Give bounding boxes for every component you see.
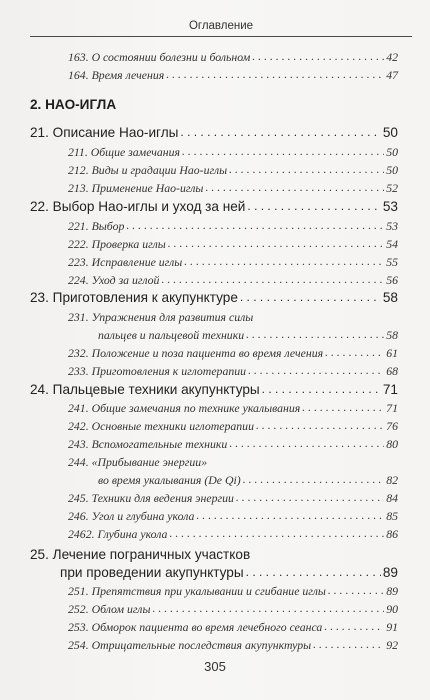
toc-entry-title: 232. Положение и поза пациента во время лечения [68,346,324,360]
toc-entry-title: 254. Отрицательные последствия акупунктуры [68,638,312,652]
page-number: 305 [204,659,226,674]
toc-entry-page: 85 [386,509,398,523]
toc-entry-title-line1: 231. Упражнения для развития силы [68,310,254,324]
toc-entry-page: 56 [386,273,398,287]
toc-entry-page: 68 [386,364,398,378]
toc-entry [68,145,398,160]
toc-entry-title: 233. Приготовления к иглотерапии [68,364,247,378]
toc-entry-title: 2462. Глубина укола [68,527,168,541]
toc-entry [68,346,398,361]
toc-section [30,382,398,397]
dot-leader [243,472,384,484]
toc-entry-page: 58 [386,328,398,342]
toc-entry [68,273,398,288]
toc-entry-page: 82 [386,473,398,487]
toc-entry [98,473,398,488]
toc-entry-title-line1: 244. «Прибывание энергии» [68,455,208,469]
dot-leader [324,619,384,631]
toc-section-page: 50 [382,125,398,140]
toc-entry [68,255,398,270]
dot-leader [161,272,384,284]
dot-leader [184,254,384,266]
toc-entry-title-line2: пальцев и пальцевой техники [98,328,245,342]
dot-leader [166,67,384,79]
toc-entry-title: 222. Проверка иглы [68,237,166,251]
toc-entry-title: 212. Виды и градации Нао-иглы [68,163,228,177]
toc-section-page: 58 [382,290,398,305]
toc-entry-title: 251. Препятствия при укалывании и сгибание иглы [68,584,326,598]
dot-leader [252,49,384,61]
dot-leader [246,565,381,577]
toc-entry-title: 213. Применение Нао-иглы [68,181,204,195]
dot-leader [247,199,380,211]
chapter-heading: 2. НАО-ИГЛА [30,97,117,112]
toc-entry-page: 86 [386,527,398,541]
toc-section-page: 89 [382,565,398,580]
toc-entry-title: 246. Угол и глубина укола [68,509,195,523]
dot-leader [325,345,384,357]
toc-entry-title: 221. Выбор [68,219,125,233]
toc-entry [68,584,398,599]
toc-entry [68,401,398,416]
toc-entry [68,181,398,196]
toc-entry [68,364,398,379]
toc-section-page: 53 [382,199,398,214]
toc-entry-page: 80 [386,437,398,451]
toc-entry-page: 71 [386,401,398,415]
dot-leader [182,144,384,156]
toc-section [30,125,398,140]
toc-entry-title: 211. Общие замечания [68,145,181,159]
toc-entry-title: 164. Время лечения [68,68,165,82]
toc-entry-page: 42 [386,50,398,64]
toc-section [60,565,398,580]
dot-leader [262,382,381,394]
dot-leader [246,327,384,339]
toc-section-title: 21. Описание Нао-иглы [30,125,179,140]
toc-entry-page: 53 [386,219,398,233]
toc-entry-title: 242. Основные техники иглотерапии [68,419,254,433]
toc-entry-page: 89 [386,584,398,598]
dot-leader [229,162,384,174]
dot-leader [240,290,381,302]
toc-entry-page: 92 [386,638,398,652]
toc-entry [68,419,398,434]
toc-entry [68,219,398,234]
dot-leader [168,236,384,248]
toc-entry-page: 84 [386,491,398,505]
toc-entry [68,620,398,635]
toc-entry-title: 253. Обморок пациента во время лечебного сеанса [68,620,323,634]
dot-leader [126,218,384,230]
toc-section [30,290,398,305]
toc-section [30,199,398,214]
toc-entry [68,509,398,524]
running-head: Оглавление [188,20,254,32]
toc-section-title: 22. Выбор Нао-иглы и уход за ней [30,199,246,214]
toc-entry [68,602,398,617]
toc-entry-title: 223. Исправление иглы [68,255,183,269]
dot-leader [196,508,384,520]
toc-entry-title: 224. Уход за иглой [68,273,160,287]
dot-leader [180,125,380,137]
dot-leader [152,601,384,613]
toc-entry [68,68,398,83]
dot-leader [256,418,384,430]
toc-entry-page: 50 [386,145,398,159]
toc-entry-title: 252. Облом иглы [68,602,151,616]
toc-section-title-line2: при проведении акупунктуры [60,565,244,580]
toc-entry-page: 91 [386,620,398,634]
toc-entry [98,328,398,343]
toc-section-title-line1: 25. Лечение пограничных участков [30,547,251,562]
toc-entry [68,491,398,506]
toc-section-title: 23. Приготовления к акупунктуре [30,290,238,305]
toc-entry-page: 90 [386,602,398,616]
dot-leader [313,637,384,649]
toc-entry-title: 163. О состоянии болезни и больном [68,50,251,64]
toc-entry-page: 61 [386,346,398,360]
toc-entry [68,163,398,178]
toc-entry-page: 50 [386,163,398,177]
dot-leader [169,526,384,538]
dot-leader [328,583,384,595]
dot-leader [302,400,384,412]
toc-entry-page: 47 [386,68,398,82]
toc-entry-page: 54 [386,237,398,251]
toc-section-page: 71 [382,382,398,397]
toc-section-title: 24. Пальцевые техники акупунктуры [30,382,260,397]
toc-entry-page: 76 [386,419,398,433]
toc-entry-title-line2: во время укалывания (De Qi) [98,473,241,487]
toc-entry-page: 55 [386,255,398,269]
toc-entry [68,237,398,252]
toc-entry-page: 52 [386,181,398,195]
dot-leader [229,436,384,448]
toc-entry-title: 241. Общие замечания по технике укалывания [68,401,301,415]
dot-leader [205,180,384,192]
toc-entry-title: 243. Вспомогательные техники [68,437,228,451]
toc-entry [68,638,398,653]
toc-entry-title: 245. Техники для ведения энергии [68,491,234,505]
toc-entry [68,50,398,65]
dot-leader [248,363,384,375]
toc-entry [68,527,398,542]
dot-leader [236,490,384,502]
toc-entry [68,437,398,452]
